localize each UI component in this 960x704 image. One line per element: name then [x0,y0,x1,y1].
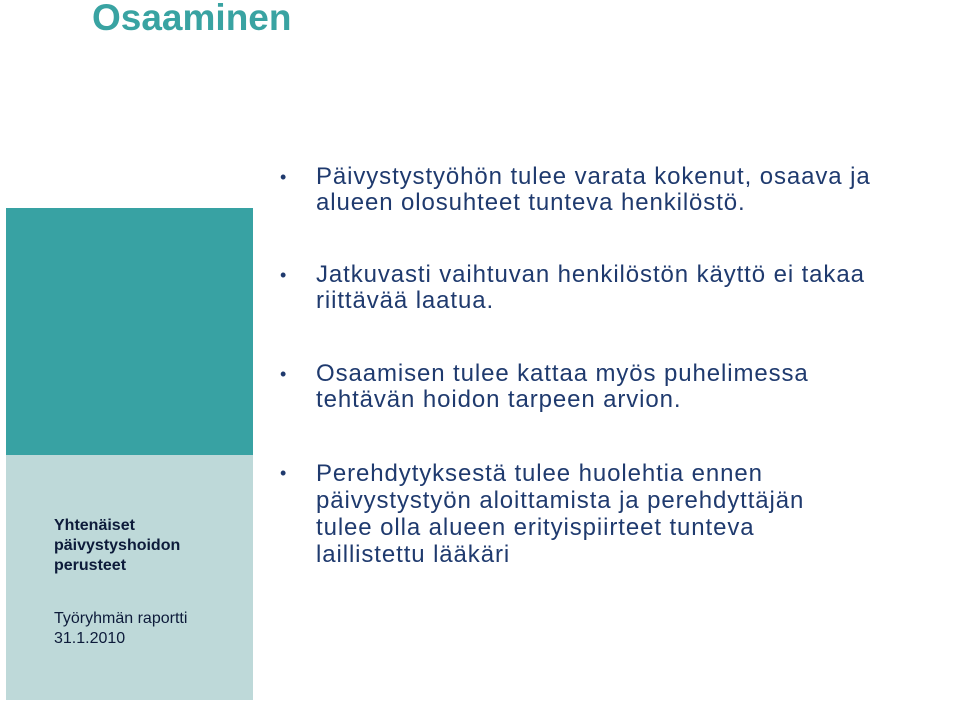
report-title-line: perusteet [54,557,127,574]
report-title-line: päivystyshoidon [54,537,181,554]
bullet-line: päivystystyön aloittamista ja perehdyttäjän [316,487,805,514]
bullet-line: tulee olla alueen erityispiirteet tunteva [316,514,755,541]
sidebar-accent-panel [6,208,253,455]
bullet-icon: • [280,167,288,187]
bullet-item [280,361,960,413]
report-date-line: 31.1.2010 [54,630,126,647]
report-title [54,516,244,576]
bullet-line: riittävää laatua. [316,287,495,314]
bullet-icon: • [280,463,288,483]
bullet-line: Päivystystyöhön tulee varata kokenut, osaava ja [316,163,871,190]
report-date-line: Työryhmän raportti [54,610,188,627]
bullet-line: Jatkuvasti vaihtuvan henkilöstön käyttö ei takaa [316,261,865,288]
bullet-icon: • [280,364,288,384]
bullet-line: laillistettu lääkäri [316,541,511,568]
sidebar-info-panel [6,455,253,700]
bullet-item [280,164,960,216]
bullet-item [280,262,960,314]
bullet-line: tehtävän hoidon tarpeen arvion. [316,386,682,413]
bullet-line: Osaamisen tulee kattaa myös puhelimessa [316,360,809,387]
bullet-item [280,460,960,568]
slide-title: Osaaminen [92,0,292,38]
report-date [54,609,244,649]
bullet-line: alueen olosuhteet tunteva henkilöstö. [316,189,746,216]
bullet-line: Perehdytyksestä tulee huolehtia ennen [316,460,763,487]
bullet-icon: • [280,265,288,285]
report-title-line: Yhtenäiset [54,517,135,534]
